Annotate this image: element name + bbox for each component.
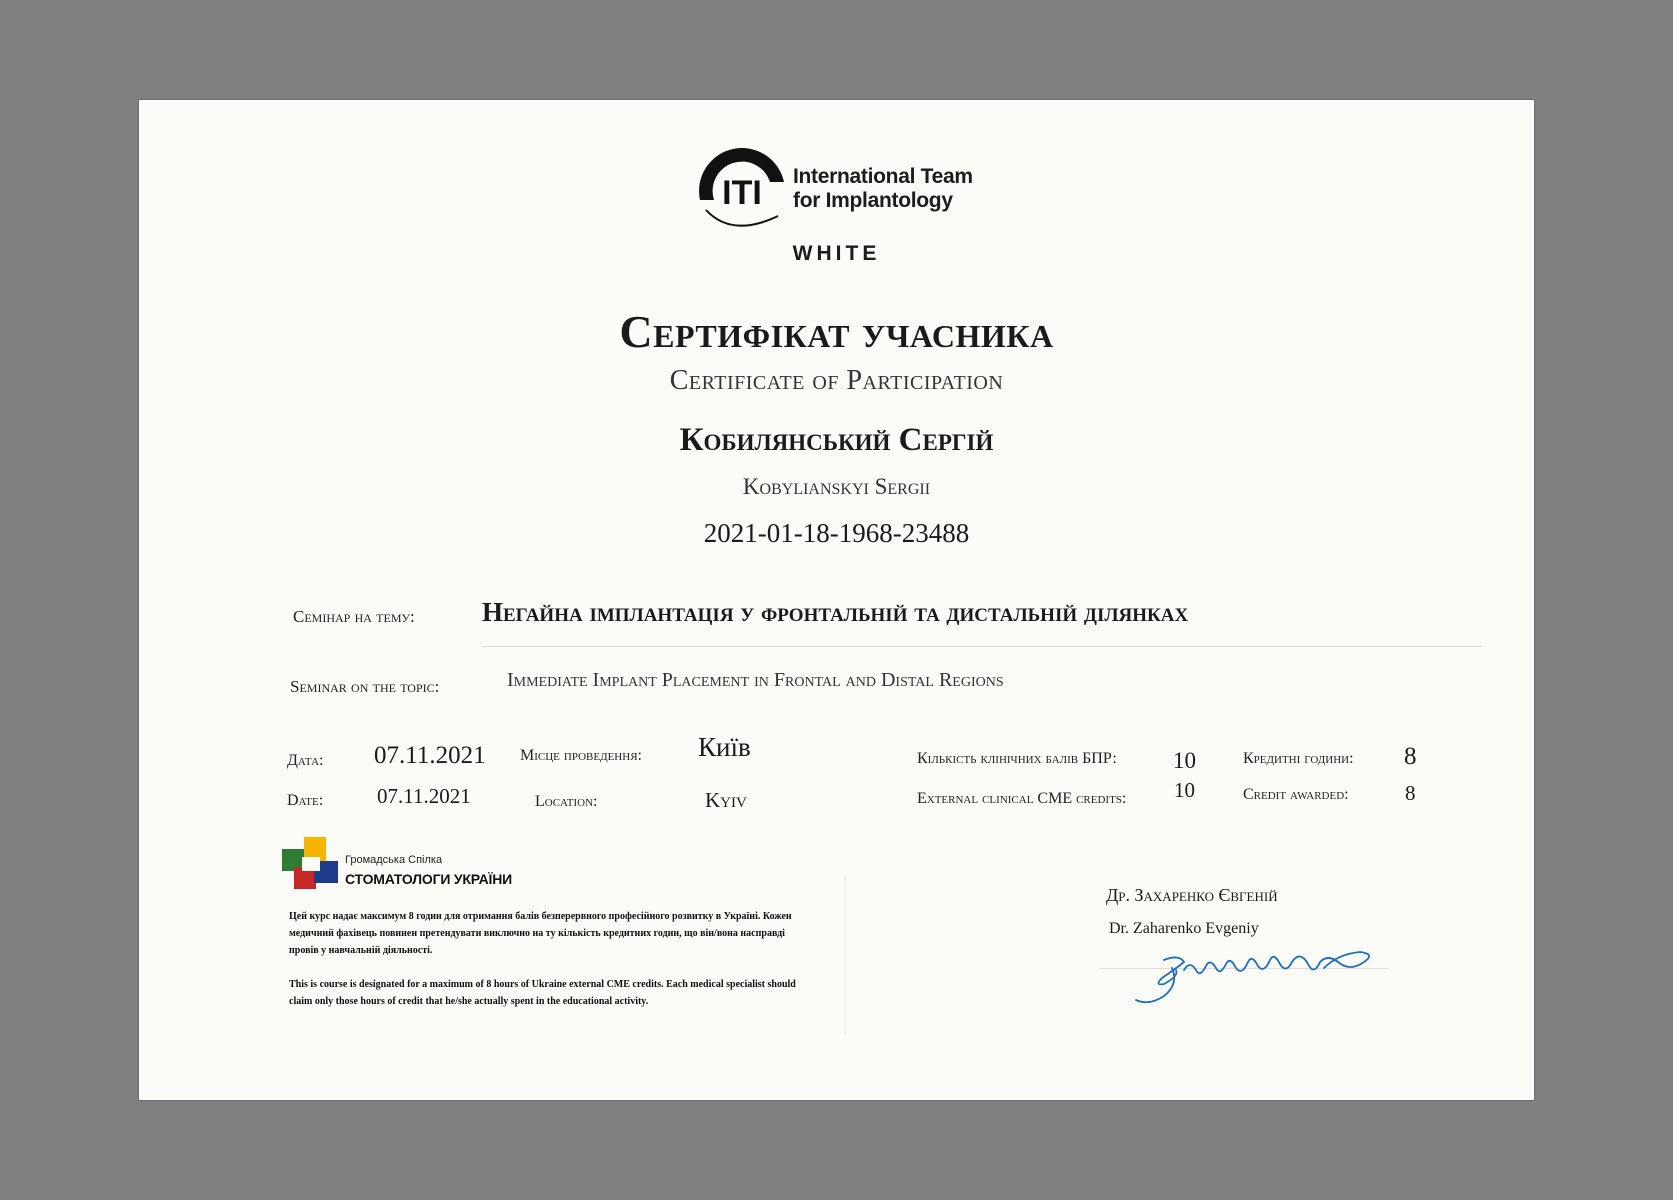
cme-note-en: This is course is designated for a maximum of 8 hours of Ukraine external CME credits. Each medical specialist should claim only those hours of credit that he/she actually spent in the educational activity. <box>289 979 796 1007</box>
seminar-divider <box>482 646 1482 647</box>
certificate-title-en: Certificate of Participation <box>669 365 1004 396</box>
logo-subtitle: WHITE <box>792 242 881 265</box>
location-value-en: Kyiv <box>705 788 747 812</box>
cme-note-ua: Цей курс надає максимум 8 годин для отримання балів безперервного професійного розвитку в Україні. Кожен медичний фахівець повинен претендувати виключно на ту кількість кредитних годин, що він/вона насправді провів у навчальній діяльності. <box>289 911 792 956</box>
logo-line-1: International Team <box>793 165 973 188</box>
seminar-label-ua: Семінар на тему: <box>293 607 415 626</box>
points-value-en: 10 <box>1174 778 1195 802</box>
seminar-label-en: Seminar on the topic: <box>290 677 440 696</box>
section-divider <box>845 875 846 1035</box>
location-label-ua: Місце проведення: <box>520 747 642 764</box>
date-label-en: Date: <box>287 792 324 809</box>
points-label-en: External clinical CME credits: <box>917 790 1127 807</box>
certificate-id: 2021-01-18-1968-23488 <box>703 518 970 548</box>
logo-line-2: for Implantology <box>793 189 953 212</box>
association-cross-icon <box>282 837 342 897</box>
association-logo <box>282 837 342 902</box>
iti-mark-text: ITI <box>722 174 762 212</box>
credit-value-ua: 8 <box>1404 743 1417 770</box>
participant-name-en: Kobylianskyi Sergii <box>742 474 931 499</box>
seminar-topic-ua: Негайна імплантація у фронтальній та дистальній ділянках <box>482 597 1189 627</box>
credit-label-ua: Кредитні години: <box>1243 750 1354 767</box>
participant-name-ua: Кобилянський Сергій <box>679 422 994 458</box>
seminar-topic-en: Immediate Implant Placement in Frontal and Distal Regions <box>507 669 1004 691</box>
handwritten-signature <box>1124 940 1384 1010</box>
date-value-ua: 07.11.2021 <box>374 742 486 769</box>
points-value-ua: 10 <box>1173 748 1196 773</box>
credit-value-en: 8 <box>1405 781 1416 805</box>
points-label-ua: Кількість клінічних балів БПР: <box>917 750 1117 767</box>
location-label-en: Location: <box>535 793 598 810</box>
association-name-line-2: СТОМАТОЛОГИ УКРАЇНИ <box>345 871 512 887</box>
association-name-line-1: Громадська Спілка <box>345 854 443 866</box>
date-label-ua: Дата: <box>287 752 324 769</box>
location-value-ua: Київ <box>698 732 751 762</box>
iti-logo-mark <box>692 138 792 238</box>
certificate <box>139 100 1534 1100</box>
credit-label-en: Credit awarded: <box>1243 786 1349 803</box>
signatory-name-en: Dr. Zaharenko Evgeniy <box>1109 920 1259 937</box>
certificate-title-ua: Сертифікат учасника <box>619 306 1054 357</box>
signatory-name-ua: Др. Захаренко Євгеній <box>1106 885 1278 905</box>
date-value-en: 07.11.2021 <box>377 784 471 808</box>
